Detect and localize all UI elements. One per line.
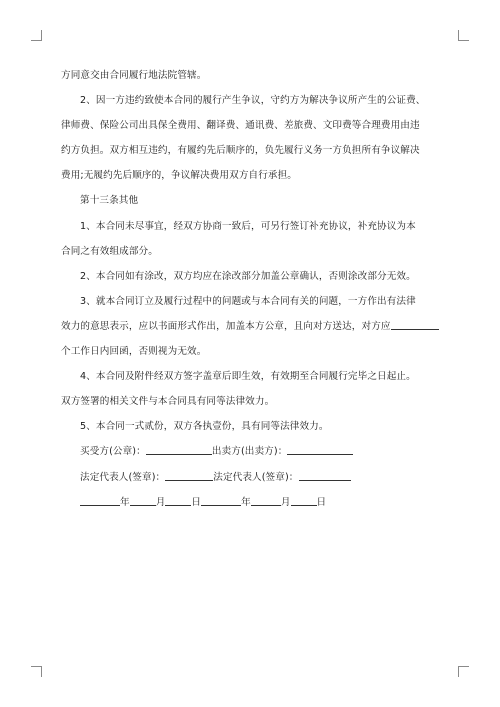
- crop-mark-bottom-left: [31, 666, 42, 677]
- seller-rep-blank: [299, 469, 351, 481]
- seller-seal-blank: [287, 443, 353, 455]
- paragraph-line: 3、就本合同订立及履行过程中的问题或与本合同有关的问题，一方作出有法律: [80, 295, 416, 307]
- day-blank: [165, 494, 191, 506]
- blank-line: [391, 318, 439, 330]
- crop-mark-bottom-right: [458, 666, 469, 677]
- signature-row-representatives: [61, 465, 439, 490]
- month-blank: [130, 494, 156, 506]
- day-blank: [291, 494, 317, 506]
- day-label: 日: [191, 496, 202, 508]
- year-label: 年: [120, 496, 130, 508]
- paragraph-line: 5、本合同一式贰份，双方各执壹份，具有同等法律效力。: [80, 421, 329, 433]
- paragraph-line: 费用;无履约先后顺序的，争议解决费用双方自行承担。: [61, 170, 297, 182]
- paragraph-line: 4、本合同及附件经双方签字盖章后即生效，有效期至合同履行完毕之日起止。: [80, 371, 416, 383]
- month-label: 月: [155, 496, 166, 508]
- document-body: [61, 63, 439, 515]
- seller-label: 出卖方(出卖方)：: [211, 446, 288, 458]
- paragraph-line: 约方负担。双方相互违约，有履约先后顺序的，负先履行义务一方负担所有争议解决: [61, 145, 420, 157]
- paragraph-line: 个工作日内回函，否则视为无效。: [61, 346, 207, 358]
- paragraph-line: 合同之有效组成部分。: [61, 245, 158, 257]
- paragraph-line: 2、本合同如有涂改，双方均应在涂改部分加盖公章确认，否则涂改部分无效。: [80, 270, 416, 282]
- buyer-seal-blank: [146, 443, 212, 455]
- paragraph-line: [61, 314, 439, 339]
- crop-mark-top-right: [458, 30, 469, 41]
- year-blank: [201, 494, 241, 506]
- month-blank: [251, 494, 281, 506]
- paragraph-line: 律师费、保险公司出具保全费用、翻译费、通讯费、差旅费、文印费等合理费用由违: [61, 120, 420, 132]
- section-heading: 第十三条其他: [80, 195, 139, 207]
- paragraph-line: 双方签署的相关文件与本合同具有同等法律效力。: [61, 396, 275, 408]
- crop-mark-top-left: [31, 30, 42, 41]
- seller-rep-label: 法定代表人(签章)：: [213, 471, 299, 483]
- buyer-rep-blank: [165, 469, 213, 481]
- paragraph-line: 2、因一方违约致使本合同的履行产生争议，守约方为解决争议所产生的公证费、: [80, 95, 426, 107]
- day-label: 日: [316, 496, 327, 508]
- paragraph-line: 方同意交由合同履行地法院管辖。: [61, 70, 207, 81]
- paragraph-line: 1、本合同未尽事宜，经双方协商一致后，可另行签订补充协议，补充协议为本: [80, 220, 416, 232]
- signature-row-parties: [61, 439, 439, 464]
- year-label: 年: [241, 496, 251, 508]
- month-label: 月: [280, 496, 291, 508]
- year-blank: [80, 494, 120, 506]
- date-row: [61, 490, 439, 515]
- buyer-rep-label: 法定代表人(签章)：: [80, 471, 166, 483]
- buyer-label: 买受方(公章)：: [80, 446, 146, 458]
- paragraph-text: 效力的意思表示，应以书面形式作出，加盖本方公章，且向对方送达，对方应: [61, 320, 391, 332]
